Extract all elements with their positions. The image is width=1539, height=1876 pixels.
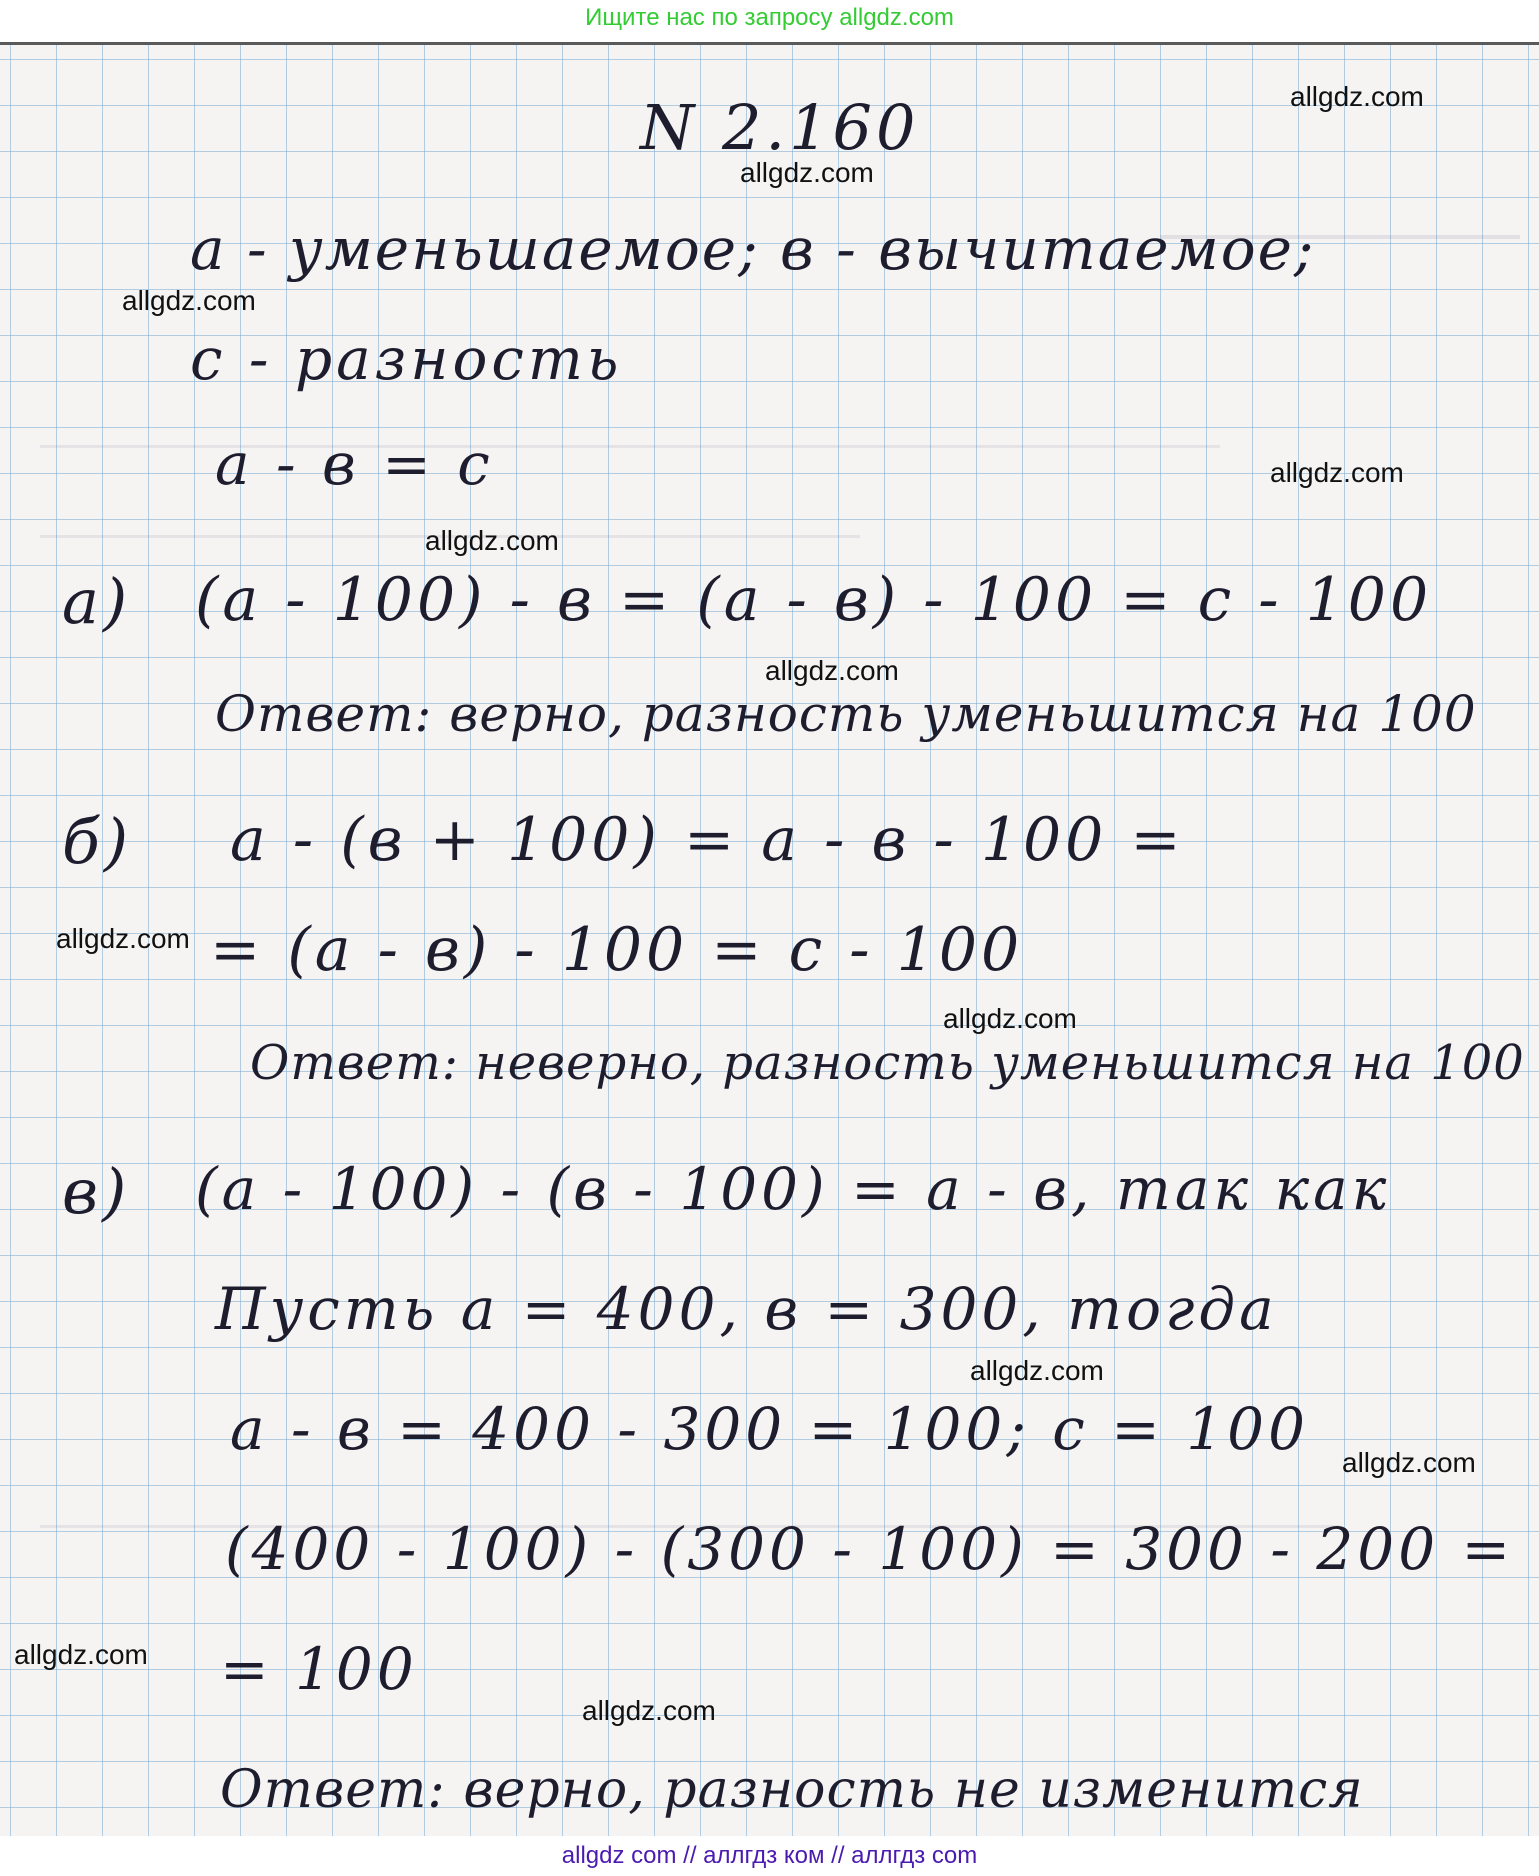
part-v-expression-1: (а - 100) - (в - 100) = а - в, так как [195,1155,1391,1223]
watermark: allgdz.com [765,655,899,686]
watermark: allgdz.com [943,1003,1077,1034]
part-b-expression-1: а - (в + 100) = а - в - 100 = [230,805,1185,875]
part-v-expression-4: (400 - 100) - (300 - 100) = 300 - 200 = [225,1515,1515,1583]
definition-line-1: a - уменьшаемое; в - вычитаемое; [190,215,1316,283]
notebook-page [0,42,1539,1837]
top-banner: Ищите нас по запросу allgdz.com [0,0,1539,40]
bottom-banner: allgdz com // аллгдз ком // аллгдз com [0,1836,1539,1876]
exercise-title: N 2.160 [640,91,920,164]
watermark: allgdz.com [1290,81,1424,112]
watermark: allgdz.com [1270,457,1404,488]
part-a-answer: Ответ: верно, разность уменьшится на 100 [215,685,1477,743]
watermark: allgdz.com [122,285,256,316]
part-b-expression-2: = (а - в) - 100 = с - 100 [210,915,1024,985]
part-v-expression-3: а - в = 400 - 300 = 100; с = 100 [230,1395,1309,1463]
part-v-marker: в) [62,1155,131,1228]
watermark: allgdz.com [582,1695,716,1726]
watermark: allgdz.com [970,1355,1104,1386]
watermark: allgdz.com [56,923,190,954]
watermark: allgdz.com [740,157,874,188]
watermark: allgdz.com [425,525,559,556]
definition-line-3: а - в = с [215,430,494,498]
part-b-answer: Ответ: неверно, разность уменьшится на 100 [250,1035,1525,1091]
part-v-answer: Ответ: верно, разность не изменится [220,1760,1364,1820]
part-a-marker: а) [62,565,132,638]
watermark: allgdz.com [1342,1447,1476,1478]
part-a-expression: (а - 100) - в = (а - в) - 100 = с - 100 [195,565,1433,635]
watermark: allgdz.com [14,1639,148,1670]
part-v-expression-2: Пусть а = 400, в = 300, тогда [215,1275,1278,1343]
definition-line-2: с - разность [190,325,623,393]
part-v-expression-5: = 100 [220,1635,418,1703]
part-b-marker: б) [62,805,133,878]
